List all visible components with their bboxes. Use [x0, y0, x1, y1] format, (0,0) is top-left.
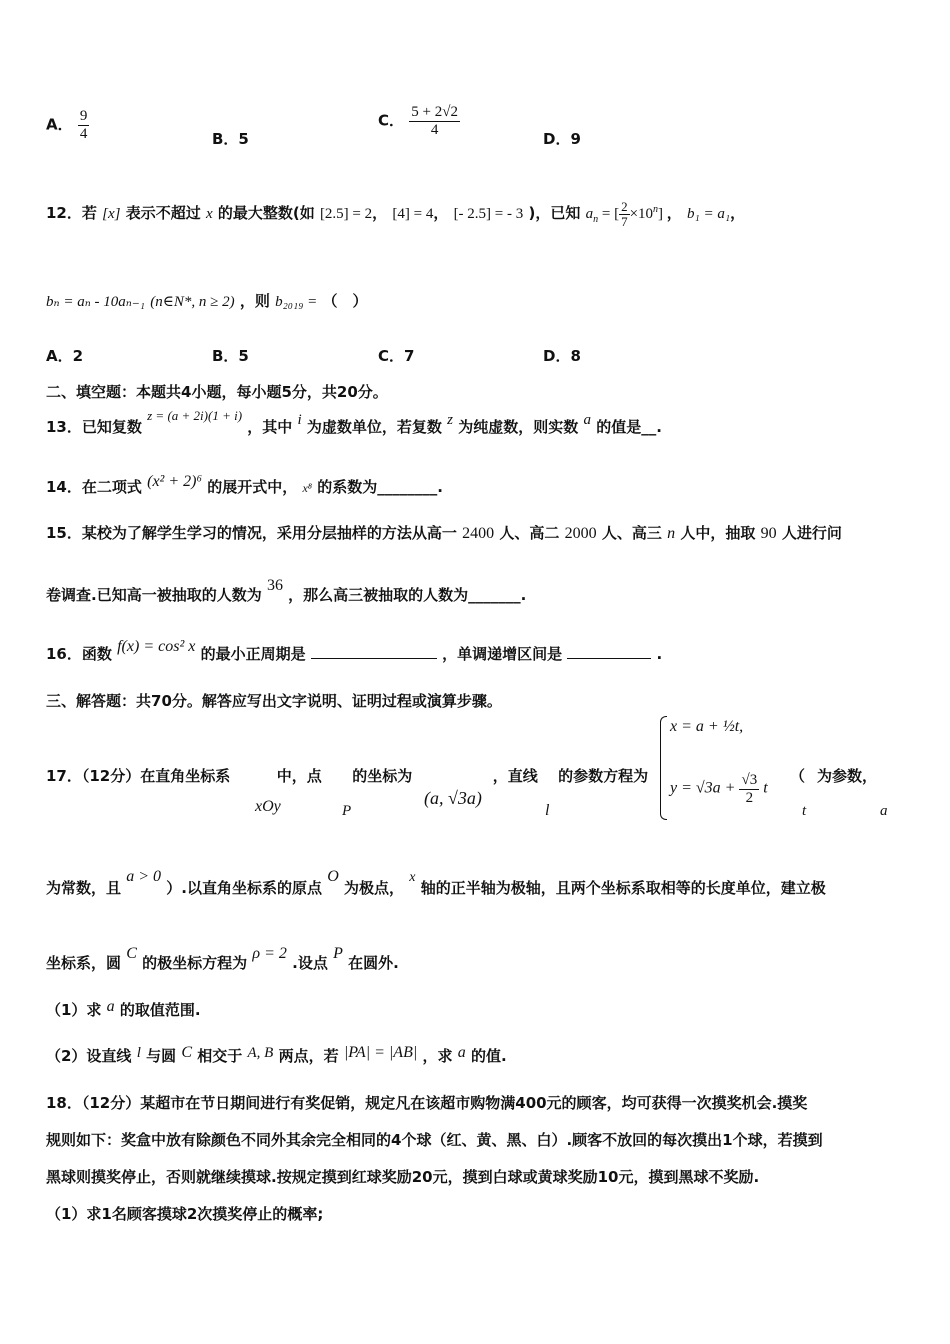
q16-blank-period[interactable] [311, 644, 437, 659]
q12-option-d: D．8 [543, 347, 581, 365]
q14: 14．在二项式 (x² + 2)⁶ 的展开式中， x⁸ 的系数为________. [46, 473, 443, 496]
q17-coord: (a, √3a) [424, 788, 482, 808]
q17-point-p: P [342, 803, 352, 819]
q12-line1: 12．若 [x] 表示不超过 x 的最大整数(如 [2.5] = 2， [4] = 4， [- 2.5] = - 3 )，已知 $a_n$ = [ $\frac{2}{7}$ $\times 10^n$] ， b₁ = a₁， [46, 199, 746, 230]
q12-option-b: B．5 [212, 347, 249, 365]
q17-param-eq1: x = a + ½t, [670, 718, 744, 735]
q13: 13．已知复数 z = (a + 2i)(1 + i) ，其中 i 为虚数单位，若复数 z 为纯虚数，则实数 a 的值是__. [46, 408, 662, 436]
q12-option-a: A．2 [46, 347, 84, 365]
q17-part1: （1）求 a 的取值范围. [46, 998, 201, 1019]
q17-param-a: a [880, 803, 888, 819]
q11-a-fraction: $\frac{9}{4}$ [79, 108, 88, 142]
q16: 16．函数 f(x) = cos² x 的最小正周期是 ，单调递增区间是 . [46, 638, 663, 663]
q11-option-c: C． $\frac{5 + 2√2}{4}$ [378, 104, 458, 138]
q17-param-t: t [802, 803, 807, 819]
q11-option-d: D．9 [543, 130, 581, 148]
q17-part2: （2）设直线 l 与圆 C 相交于 A, B 两点，若 |PA| = |AB| ，求 a 的值. [46, 1044, 507, 1065]
q18-part1: （1）求1名顾客摸球2次摸奖停止的概率; [46, 1205, 324, 1223]
q17-line2: 为常数，且 a > 0 ）.以直角坐标系的原点 O 为极点， x 轴的正半轴为极轴，且两个坐标系取相等的长度单位，建立极 [46, 868, 826, 897]
q16-blank-interval[interactable] [567, 644, 651, 659]
q11-option-a: A． $\frac{9}{4}$ [46, 108, 88, 142]
q18-line2: 规则如下：奖盒中放有除颜色不同外其余完全相同的4个球（红、黄、黑、白）.顾客不放回的每次摸出1个球，若摸到 [46, 1131, 823, 1149]
q11-option-b: B．5 [212, 130, 249, 148]
q17-param-note: （ 为参数， [790, 767, 878, 785]
q17-line-l: l [545, 802, 550, 819]
q12-an-formula: $a_n$ = [ $\frac{2}{7}$ $\times 10^n$] [585, 199, 664, 230]
q17-param-eq2: y = √3a + $\frac{√3}{2}$ t [670, 772, 768, 806]
q17-line1: 17．（12分）在直角坐标系 中，点 的坐标为 ，直线 的参数方程为 [46, 767, 649, 785]
q15-line1: 15．某校为了解学生学习的情况，采用分层抽样的方法从高一 2400 人、高二 2000 人、高三 n 人中，抽取 90 人进行问 [46, 524, 842, 542]
q12-line2: bₙ = aₙ - 10aₙ₋₁ (n∈N*, n ≥ 2) ，则 b₂₀₁₉ = （ ） [46, 292, 368, 310]
q18-line1: 18．（12分）某超市在节日期间进行有奖促销，规定凡在该超市购物满400元的顾客，均可获得一次摸奖机会.摸奖 [46, 1094, 808, 1112]
section-3-heading: 三、解答题：共70分。解答应写出文字说明、证明过程或演算步骤。 [46, 692, 502, 710]
section-2-heading: 二、填空题：本题共4小题，每小题5分，共20分。 [46, 383, 388, 401]
q17-line3: 坐标系，圆 C 的极坐标方程为 ρ = 2 .设点 P 在圆外. [46, 945, 399, 972]
q18-line3: 黑球则摸奖停止，否则就继续摸球.按规定摸到红球奖励20元，摸到白球或黄球奖励10元，摸到黑球不奖励. [46, 1168, 760, 1186]
q11-c-fraction: $\frac{5 + 2√2}{4}$ [411, 104, 458, 138]
q17-brace [660, 716, 667, 820]
q15-line2: 卷调查.已知高一被抽取的人数为 36 ，那么高三被抽取的人数为_______. [46, 577, 527, 604]
q17-xoy: xOy [255, 798, 281, 815]
q12-option-c: C．7 [378, 347, 415, 365]
